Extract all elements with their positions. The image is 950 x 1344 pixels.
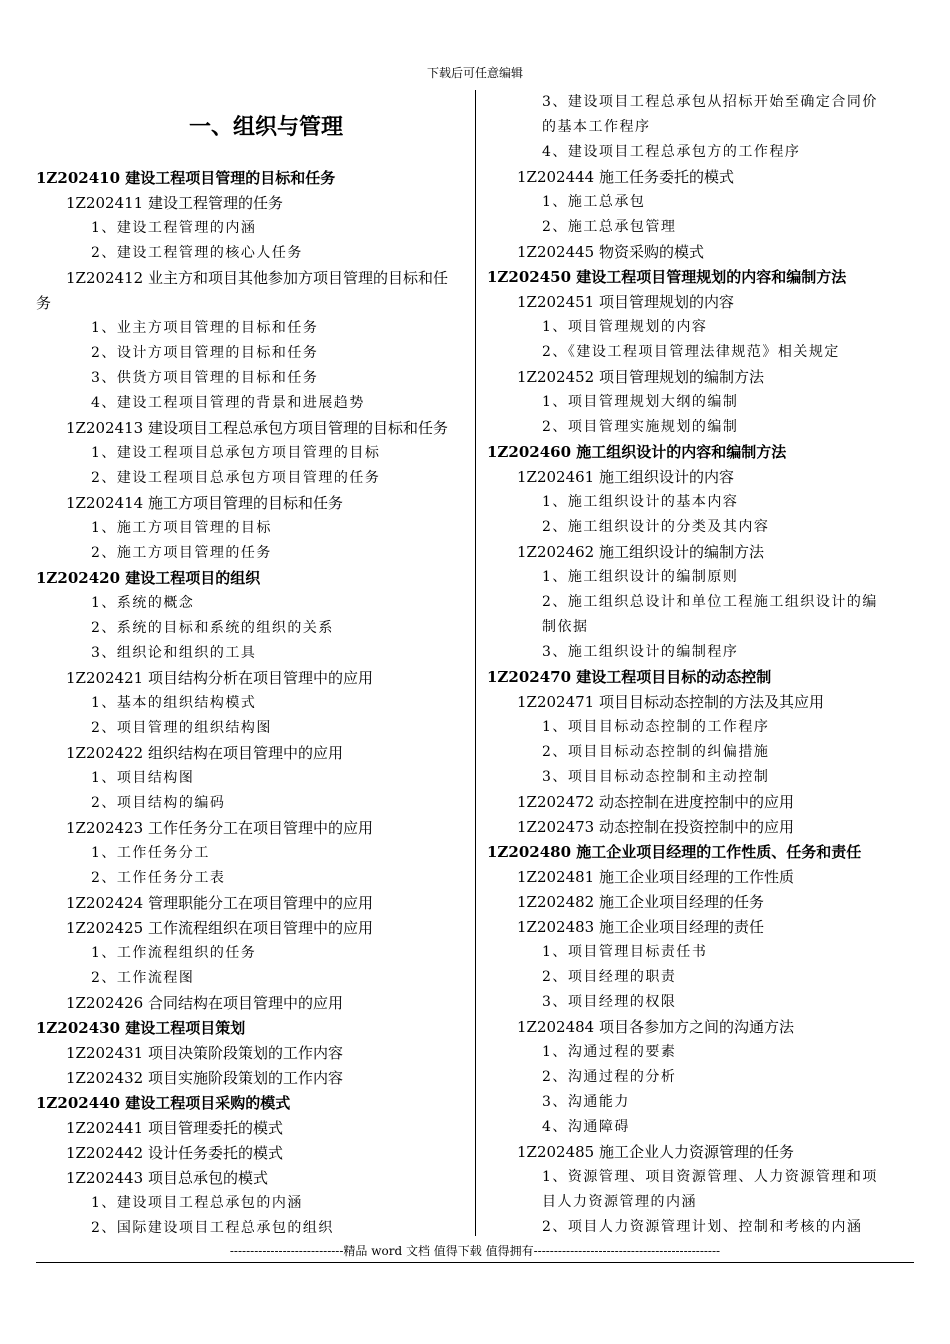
list-item: 1、建设工程管理的内涵 — [91, 220, 257, 236]
section-heading: 1Z202484 项目各参加方之间的沟通方法 — [517, 1018, 794, 1036]
section-heading: 1Z202444 施工任务委托的模式 — [517, 168, 734, 186]
section-heading: 1Z202424 管理职能分工在项目管理中的应用 — [66, 894, 373, 912]
list-item: 1、项目管理目标责任书 — [542, 944, 708, 960]
list-item: 1、施工组织设计的编制原则 — [542, 569, 739, 585]
list-item: 2、项目经理的职责 — [542, 969, 677, 985]
list-item: 1、项目管理规划大纲的编制 — [542, 394, 739, 410]
continuation-line: 制依据 — [542, 619, 589, 635]
chapter-heading: 1Z202480 施工企业项目经理的工作性质、任务和责任 — [487, 843, 862, 861]
list-item: 1、沟通过程的要素 — [542, 1044, 677, 1060]
section-heading: 1Z202422 组织结构在项目管理中的应用 — [66, 744, 343, 762]
section-heading: 1Z202451 项目管理规划的内容 — [517, 293, 734, 311]
list-item: 2、建设工程项目总承包方项目管理的任务 — [91, 470, 381, 486]
section-heading: 1Z202485 施工企业人力资源管理的任务 — [517, 1143, 794, 1161]
chapter-heading: 1Z202420 建设工程项目的组织 — [36, 569, 261, 587]
continuation-line: 目人力资源管理的内涵 — [542, 1194, 697, 1210]
list-item: 1、系统的概念 — [91, 595, 195, 611]
section-heading: 1Z202473 动态控制在投资控制中的应用 — [517, 818, 794, 836]
section-heading: 1Z202442 设计任务委托的模式 — [66, 1144, 283, 1162]
list-item: 2、施工组织设计的分类及其内容 — [542, 519, 770, 535]
list-item: 2、施工总承包管理 — [542, 219, 677, 235]
section-heading: 1Z202482 施工企业项目经理的任务 — [517, 893, 764, 911]
list-item: 2、设计方项目管理的目标和任务 — [91, 345, 319, 361]
list-item: 2、施工方项目管理的任务 — [91, 545, 272, 561]
list-item: 4、沟通障碍 — [542, 1119, 630, 1135]
page-footer: ----------------------------精品 word 文档 值得下载 值得拥有---------------------------------------------- — [229, 1244, 721, 1258]
list-item: 1、项目结构图 — [91, 770, 195, 786]
section-heading: 1Z202413 建设项目工程总承包方项目管理的目标和任务 — [66, 419, 448, 437]
list-item: 2、沟通过程的分析 — [542, 1069, 677, 1085]
section-heading: 1Z202452 项目管理规划的编制方法 — [517, 368, 764, 386]
section-heading: 1Z202421 项目结构分析在项目管理中的应用 — [66, 669, 373, 687]
list-item: 3、沟通能力 — [542, 1094, 630, 1110]
right-column — [487, 90, 917, 1240]
list-item: 3、建设项目工程总承包从招标开始至确定合同价 — [542, 94, 878, 110]
section-heading: 1Z202443 项目总承包的模式 — [66, 1169, 268, 1187]
chapter-heading: 1Z202410 建设工程项目管理的目标和任务 — [36, 169, 336, 187]
list-item: 3、施工组织设计的编制程序 — [542, 644, 739, 660]
section-heading: 1Z202483 施工企业项目经理的责任 — [517, 918, 764, 936]
list-item: 2、工作任务分工表 — [91, 870, 226, 886]
footer-rule — [36, 1262, 914, 1263]
list-item: 3、项目目标动态控制和主动控制 — [542, 769, 770, 785]
continuation-line: 的基本工作程序 — [542, 119, 651, 135]
chapter-heading: 1Z202440 建设工程项目采购的模式 — [36, 1094, 291, 1112]
left-outline — [36, 166, 466, 1241]
list-item: 1、工作流程组织的任务 — [91, 945, 257, 961]
section-heading: 1Z202425 工作流程组织在项目管理中的应用 — [66, 919, 373, 937]
section-heading: 1Z202414 施工方项目管理的目标和任务 — [66, 494, 343, 512]
section-heading: 1Z202441 项目管理委托的模式 — [66, 1119, 283, 1137]
list-item: 1、建设项目工程总承包的内涵 — [91, 1195, 303, 1211]
list-item: 2、《建设工程项目管理法律规范》相关规定 — [542, 344, 840, 360]
section-heading: 1Z202472 动态控制在进度控制中的应用 — [517, 793, 794, 811]
column-divider — [475, 90, 476, 1236]
section-title: 一、组织与管理 — [188, 115, 343, 140]
chapter-heading: 1Z202460 施工组织设计的内容和编制方法 — [487, 443, 787, 461]
list-item: 1、项目管理规划的内容 — [542, 319, 708, 335]
list-item: 3、组织论和组织的工具 — [91, 645, 257, 661]
chapter-heading: 1Z202430 建设工程项目策划 — [36, 1019, 246, 1037]
right-outline — [487, 90, 917, 1240]
section-heading: 1Z202426 合同结构在项目管理中的应用 — [66, 994, 343, 1012]
chapter-heading: 1Z202470 建设工程项目目标的动态控制 — [487, 668, 772, 686]
list-item: 2、项目管理实施规划的编制 — [542, 419, 739, 435]
list-item: 2、工作流程图 — [91, 970, 195, 986]
list-item: 2、项目结构的编码 — [91, 795, 226, 811]
list-item: 1、基本的组织结构模式 — [91, 695, 257, 711]
section-heading: 1Z202481 施工企业项目经理的工作性质 — [517, 868, 794, 886]
list-item: 1、施工总承包 — [542, 194, 646, 210]
list-item: 1、施工组织设计的基本内容 — [542, 494, 739, 510]
list-item: 2、项目人力资源管理计划、控制和考核的内涵 — [542, 1219, 863, 1235]
section-heading: 1Z202445 物资采购的模式 — [517, 243, 704, 261]
section-heading: 1Z202471 项目目标动态控制的方法及其应用 — [517, 693, 824, 711]
list-item: 1、工作任务分工 — [91, 845, 210, 861]
page-header: 下载后可任意编辑 — [426, 66, 523, 80]
list-item: 2、建设工程管理的核心人任务 — [91, 245, 303, 261]
section-heading: 1Z202423 工作任务分工在项目管理中的应用 — [66, 819, 373, 837]
chapter-heading: 1Z202450 建设工程项目管理规划的内容和编制方法 — [487, 268, 847, 286]
list-item: 2、施工组织总设计和单位工程施工组织设计的编 — [542, 594, 878, 610]
list-item: 1、建设工程项目总承包方项目管理的目标 — [91, 445, 381, 461]
list-item: 1、施工方项目管理的目标 — [91, 520, 272, 536]
list-item: 1、业主方项目管理的目标和任务 — [91, 320, 319, 336]
list-item: 4、建设项目工程总承包方的工作程序 — [542, 144, 801, 160]
list-item: 2、国际建设项目工程总承包的组织 — [91, 1220, 334, 1236]
list-item: 1、资源管理、项目资源管理、人力资源管理和项 — [542, 1169, 878, 1185]
list-item: 2、系统的目标和系统的组织的关系 — [91, 620, 334, 636]
section-heading: 1Z202432 项目实施阶段策划的工作内容 — [66, 1069, 343, 1087]
list-item: 1、项目目标动态控制的工作程序 — [542, 719, 770, 735]
list-item: 3、供货方项目管理的目标和任务 — [91, 370, 319, 386]
left-column — [36, 90, 466, 1241]
section-heading: 1Z202412 业主方和项目其他参加方项目管理的目标和任 — [66, 269, 448, 287]
list-item: 4、建设工程项目管理的背景和进展趋势 — [91, 395, 365, 411]
section-heading: 1Z202411 建设工程管理的任务 — [66, 194, 283, 212]
section-heading: 1Z202431 项目决策阶段策划的工作内容 — [66, 1044, 343, 1062]
continuation-line: 务 — [36, 294, 52, 312]
list-item: 2、项目管理的组织结构图 — [91, 720, 272, 736]
section-heading: 1Z202462 施工组织设计的编制方法 — [517, 543, 764, 561]
list-item: 2、项目目标动态控制的纠偏措施 — [542, 744, 770, 760]
list-item: 3、项目经理的权限 — [542, 994, 677, 1010]
section-heading: 1Z202461 施工组织设计的内容 — [517, 468, 734, 486]
